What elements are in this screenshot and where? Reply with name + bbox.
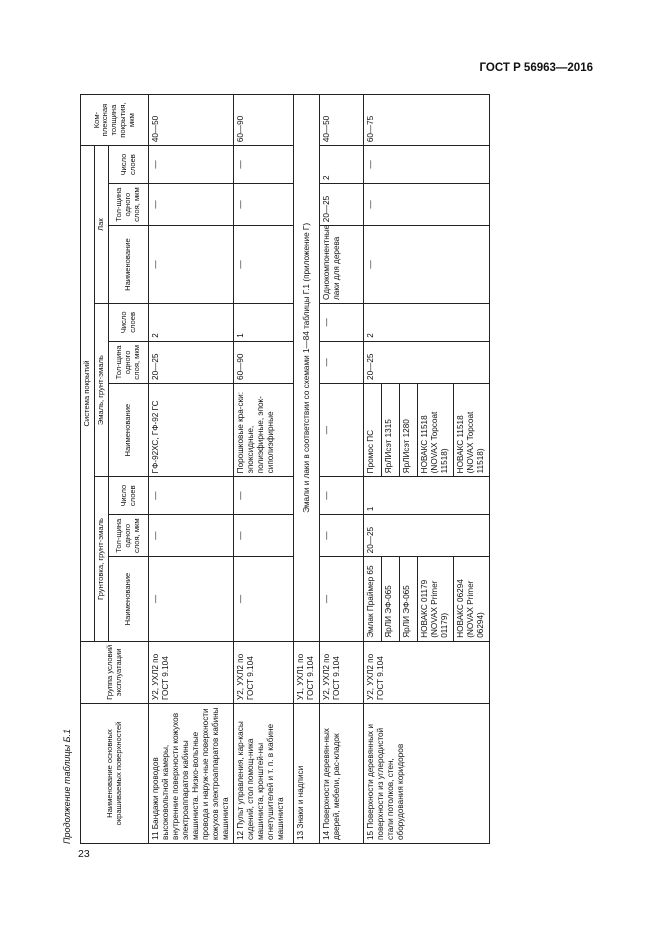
row11-lacquer-layers: — bbox=[149, 146, 234, 184]
row14-enamel-thickness: — bbox=[320, 341, 364, 383]
row15-lacquer-layers: — bbox=[364, 146, 490, 184]
row12-complex: 60—90 bbox=[234, 95, 294, 146]
row14-lacquer-name: Однокомпонентные лаки для дерева bbox=[320, 226, 364, 304]
row15-primer-name: ЯрЛИ ЭФ-065 bbox=[382, 557, 400, 641]
table-row bbox=[149, 95, 234, 844]
row15-conditions: У2, УХЛ2 по ГОСТ 9.104 bbox=[364, 641, 490, 703]
header-surface: Наименование основных окрашиваемых поверхностей bbox=[81, 703, 149, 843]
row14-conditions: У2, УХЛ2 по ГОСТ 9.104 bbox=[320, 641, 364, 703]
row15-enamel-name: ЯрЛИсэт 1280 bbox=[400, 383, 418, 476]
row14-primer-thickness: — bbox=[320, 515, 364, 557]
table-row bbox=[320, 95, 364, 844]
row15-primer-name: Эмлак Праймер 65 bbox=[364, 557, 382, 641]
row15-enamel-name: Промос ПС bbox=[364, 383, 382, 476]
row11-primer-layers: — bbox=[149, 477, 234, 515]
header-lacquer-group: Лак bbox=[95, 146, 109, 304]
row11-conditions: У2, УХЛ2 по ГОСТ 9.104 bbox=[149, 641, 234, 703]
header-enamel-thickness: Тол-щина одного слоя, мкм bbox=[109, 341, 149, 383]
header-lacquer-layers: Число слоев bbox=[109, 146, 149, 184]
document-standard-header: ГОСТ Р 56963—2016 bbox=[479, 62, 593, 74]
row13-merged-note: Эмали и лаки в соответствии со схемами 1—84 таблицы Г.1 (приложение Г) bbox=[294, 95, 320, 642]
row11-enamel-layers: 2 bbox=[149, 303, 234, 341]
row12-primer-layers: — bbox=[234, 477, 294, 515]
row11-lacquer-name: — bbox=[149, 226, 234, 304]
row11-lacquer-thickness: — bbox=[149, 183, 234, 225]
row14-surface: 14 Поверхности деревян-ных дверей, мебели, рас-кладок bbox=[320, 703, 364, 843]
row12-primer-thickness: — bbox=[234, 515, 294, 557]
row11-enamel-thickness: 20—25 bbox=[149, 341, 234, 383]
row12-enamel-layers: 1 bbox=[234, 303, 294, 341]
row15-primer-name: НОВАКС 01179 (NOVAX Primer 01179) bbox=[418, 557, 454, 641]
header-coating-system: Система покрытий bbox=[81, 146, 95, 642]
row15-enamel-thickness: 20—25 bbox=[364, 341, 490, 383]
row14-enamel-layers: — bbox=[320, 303, 364, 341]
page-number: 23 bbox=[78, 848, 90, 860]
row15-enamel-layers: 2 bbox=[364, 303, 490, 341]
row15-surface: 15 Поверхности деревянных и поверхности из углеродистой стали потолков, стен, оборудования коридоров bbox=[364, 703, 490, 843]
row12-primer-name: — bbox=[234, 557, 294, 641]
row15-primer-layers: 1 bbox=[364, 477, 490, 515]
header-conditions: Группа условий эксплуатации bbox=[81, 641, 149, 703]
row15-lacquer-thickness: — bbox=[364, 183, 490, 225]
header-primer-thickness: Тол-щина одного слоя, мкм bbox=[109, 515, 149, 557]
coatings-table bbox=[80, 94, 490, 844]
row12-enamel-name: Порошковые кра-ски: эпоксидные, полиэфирные, эпок-сиполиэфирные bbox=[234, 383, 294, 476]
row11-surface: 11 Бандажи проводов высоковольтной камеры, внутренние поверхности кожухов электроаппаратов кабины машиниста. Низко-вольтные провода и наруж-ные поверхности кожухов электроаппаратов кабины машиниста bbox=[149, 703, 234, 843]
row15-enamel-name: ЯрЛИсэт 1315 bbox=[382, 383, 400, 476]
table-row bbox=[364, 95, 382, 844]
row11-primer-thickness: — bbox=[149, 515, 234, 557]
rotated-table-content bbox=[62, 94, 602, 844]
row15-lacquer-name: — bbox=[364, 226, 490, 304]
row15-enamel-name: НОВАКС 11518 (NOVAX Topcoat 11518) bbox=[418, 383, 454, 476]
row15-complex: 60—75 bbox=[364, 95, 490, 146]
row11-primer-name: — bbox=[149, 557, 234, 641]
header-enamel-group: Эмаль, грунт-эмаль bbox=[95, 303, 109, 476]
header-lacquer-thickness: Тол-щина одного слоя, мкм bbox=[109, 183, 149, 225]
row15-enamel-name: НОВАКС 11518 (NOVAX Topcoat 11518) bbox=[454, 383, 490, 476]
header-primer-name: Наименование bbox=[109, 557, 149, 641]
header-primer-layers: Число слоев bbox=[109, 477, 149, 515]
row12-enamel-thickness: 60—90 bbox=[234, 341, 294, 383]
row14-lacquer-layers: 2 bbox=[320, 146, 364, 184]
rotated-table-region bbox=[62, 94, 602, 844]
header-lacquer-name: Наименование bbox=[109, 226, 149, 304]
table-caption: Продолжение таблицы Б.1 bbox=[62, 728, 72, 844]
row14-complex: 40—50 bbox=[320, 95, 364, 146]
row14-primer-name: — bbox=[320, 557, 364, 641]
table-row bbox=[294, 95, 320, 844]
row12-lacquer-layers: — bbox=[234, 146, 294, 184]
row13-surface: 13 Знаки и надписи bbox=[294, 703, 320, 843]
row12-lacquer-thickness: — bbox=[234, 183, 294, 225]
row14-primer-layers: — bbox=[320, 477, 364, 515]
header-enamel-name: Наименование bbox=[109, 383, 149, 476]
row14-lacquer-thickness: 20—25 bbox=[320, 183, 364, 225]
header-complex-thickness: Ком-плексная толщина покрытия, мкм bbox=[81, 95, 149, 146]
row12-conditions: У2, УХЛ2 по ГОСТ 9.104 bbox=[234, 641, 294, 703]
row11-enamel-name: ГФ-92ХС, ГФ-92 ГС bbox=[149, 383, 234, 476]
row14-enamel-name: — bbox=[320, 383, 364, 476]
row15-primer-thickness: 20—25 bbox=[364, 515, 490, 557]
row13-conditions: У1, УХЛ1 по ГОСТ 9.104 bbox=[294, 641, 320, 703]
row12-lacquer-name: — bbox=[234, 226, 294, 304]
row11-complex: 40—50 bbox=[149, 95, 234, 146]
header-enamel-layers: Число слоев bbox=[109, 303, 149, 341]
row15-primer-name: ЯрЛИ ЭФ-065 bbox=[400, 557, 418, 641]
row15-primer-name: НОВАКС 06294 (NOVAX Primer 06294) bbox=[454, 557, 490, 641]
table-row bbox=[234, 95, 294, 844]
row12-surface: 12 Пульт управления, кар-касы сидений, стол помощ-ника машиниста, кронштей-ны огнетушителей и т. п. в кабине машиниста bbox=[234, 703, 294, 843]
header-primer-group: Грунтовка, грунт-эмаль bbox=[95, 477, 109, 641]
